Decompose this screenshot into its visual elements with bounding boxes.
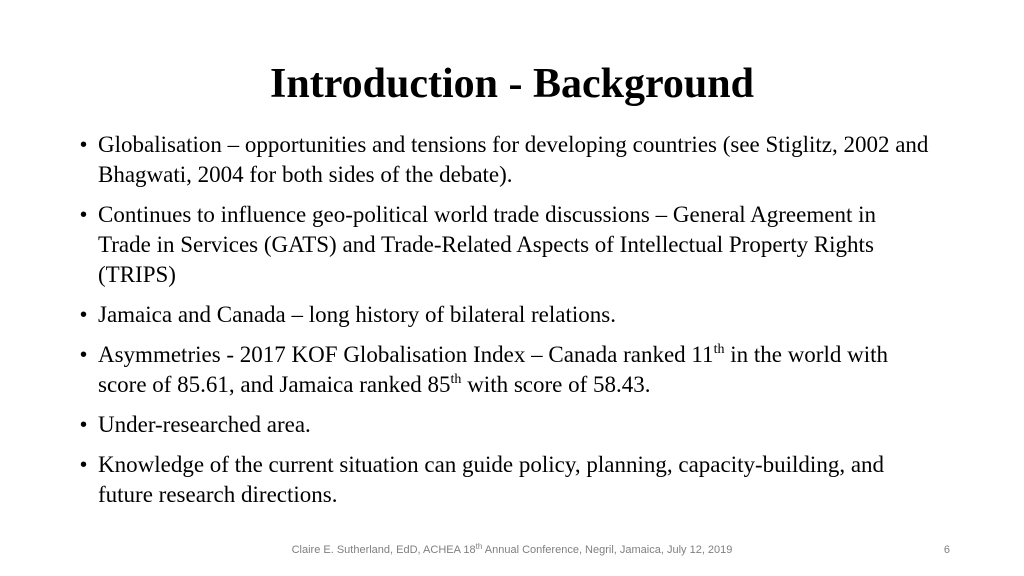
bullet-dot-icon: • — [80, 204, 88, 226]
ordinal-suffix: th — [475, 542, 483, 551]
bullet-item — [80, 300, 930, 330]
bullet-text: Under-researched area. — [98, 412, 311, 437]
bullet-text-part: Asymmetries - 2017 KOF Globalisation Index – Canada ranked 11 — [98, 342, 714, 367]
ordinal-suffix: th — [450, 372, 462, 387]
page-number: 6 — [943, 544, 950, 556]
footer-text-part: Annual Conference, Negril, Jamaica, July 12, 2019 — [482, 544, 733, 556]
bullet-item — [80, 450, 930, 510]
bullet-dot-icon: • — [80, 454, 88, 476]
bullet-dot-icon: • — [80, 304, 88, 326]
bullet-dot-icon: • — [80, 414, 88, 436]
slide-title: Introduction - Background — [270, 61, 754, 107]
bullet-text: Knowledge of the current situation can guide policy, planning, capacity-building, and future research directions. — [98, 452, 885, 507]
bullet-item — [80, 130, 930, 190]
bullet-text: Continues to influence geo-political world trade discussions – General Agreement in Trade in Services (GATS) and Trade-Related Aspects of Intellectual Property Rights (TRIPS) — [98, 202, 876, 287]
bullet-item — [80, 340, 930, 400]
bullet-text-part: in the world with score of 85.61, and Jamaica ranked 85 — [98, 342, 888, 397]
bullet-dot-icon: • — [80, 344, 88, 366]
bullet-list — [80, 130, 930, 520]
bullet-text — [98, 342, 888, 397]
bullet-text-part: with score of 58.43. — [461, 372, 651, 397]
bullet-text: Globalisation – opportunities and tensions for developing countries (see Stiglitz, 2002 and Bhagwati, 2004 for both sides of the debate). — [98, 132, 929, 187]
bullet-text: Jamaica and Canada – long history of bilateral relations. — [98, 302, 616, 327]
bullet-item — [80, 200, 930, 290]
ordinal-suffix: th — [713, 342, 725, 357]
bullet-dot-icon: • — [80, 134, 88, 156]
slide-footer — [0, 544, 1024, 556]
footer-text-part: Claire E. Sutherland, EdD, ACHEA 18 — [291, 544, 476, 556]
bullet-item — [80, 410, 930, 440]
